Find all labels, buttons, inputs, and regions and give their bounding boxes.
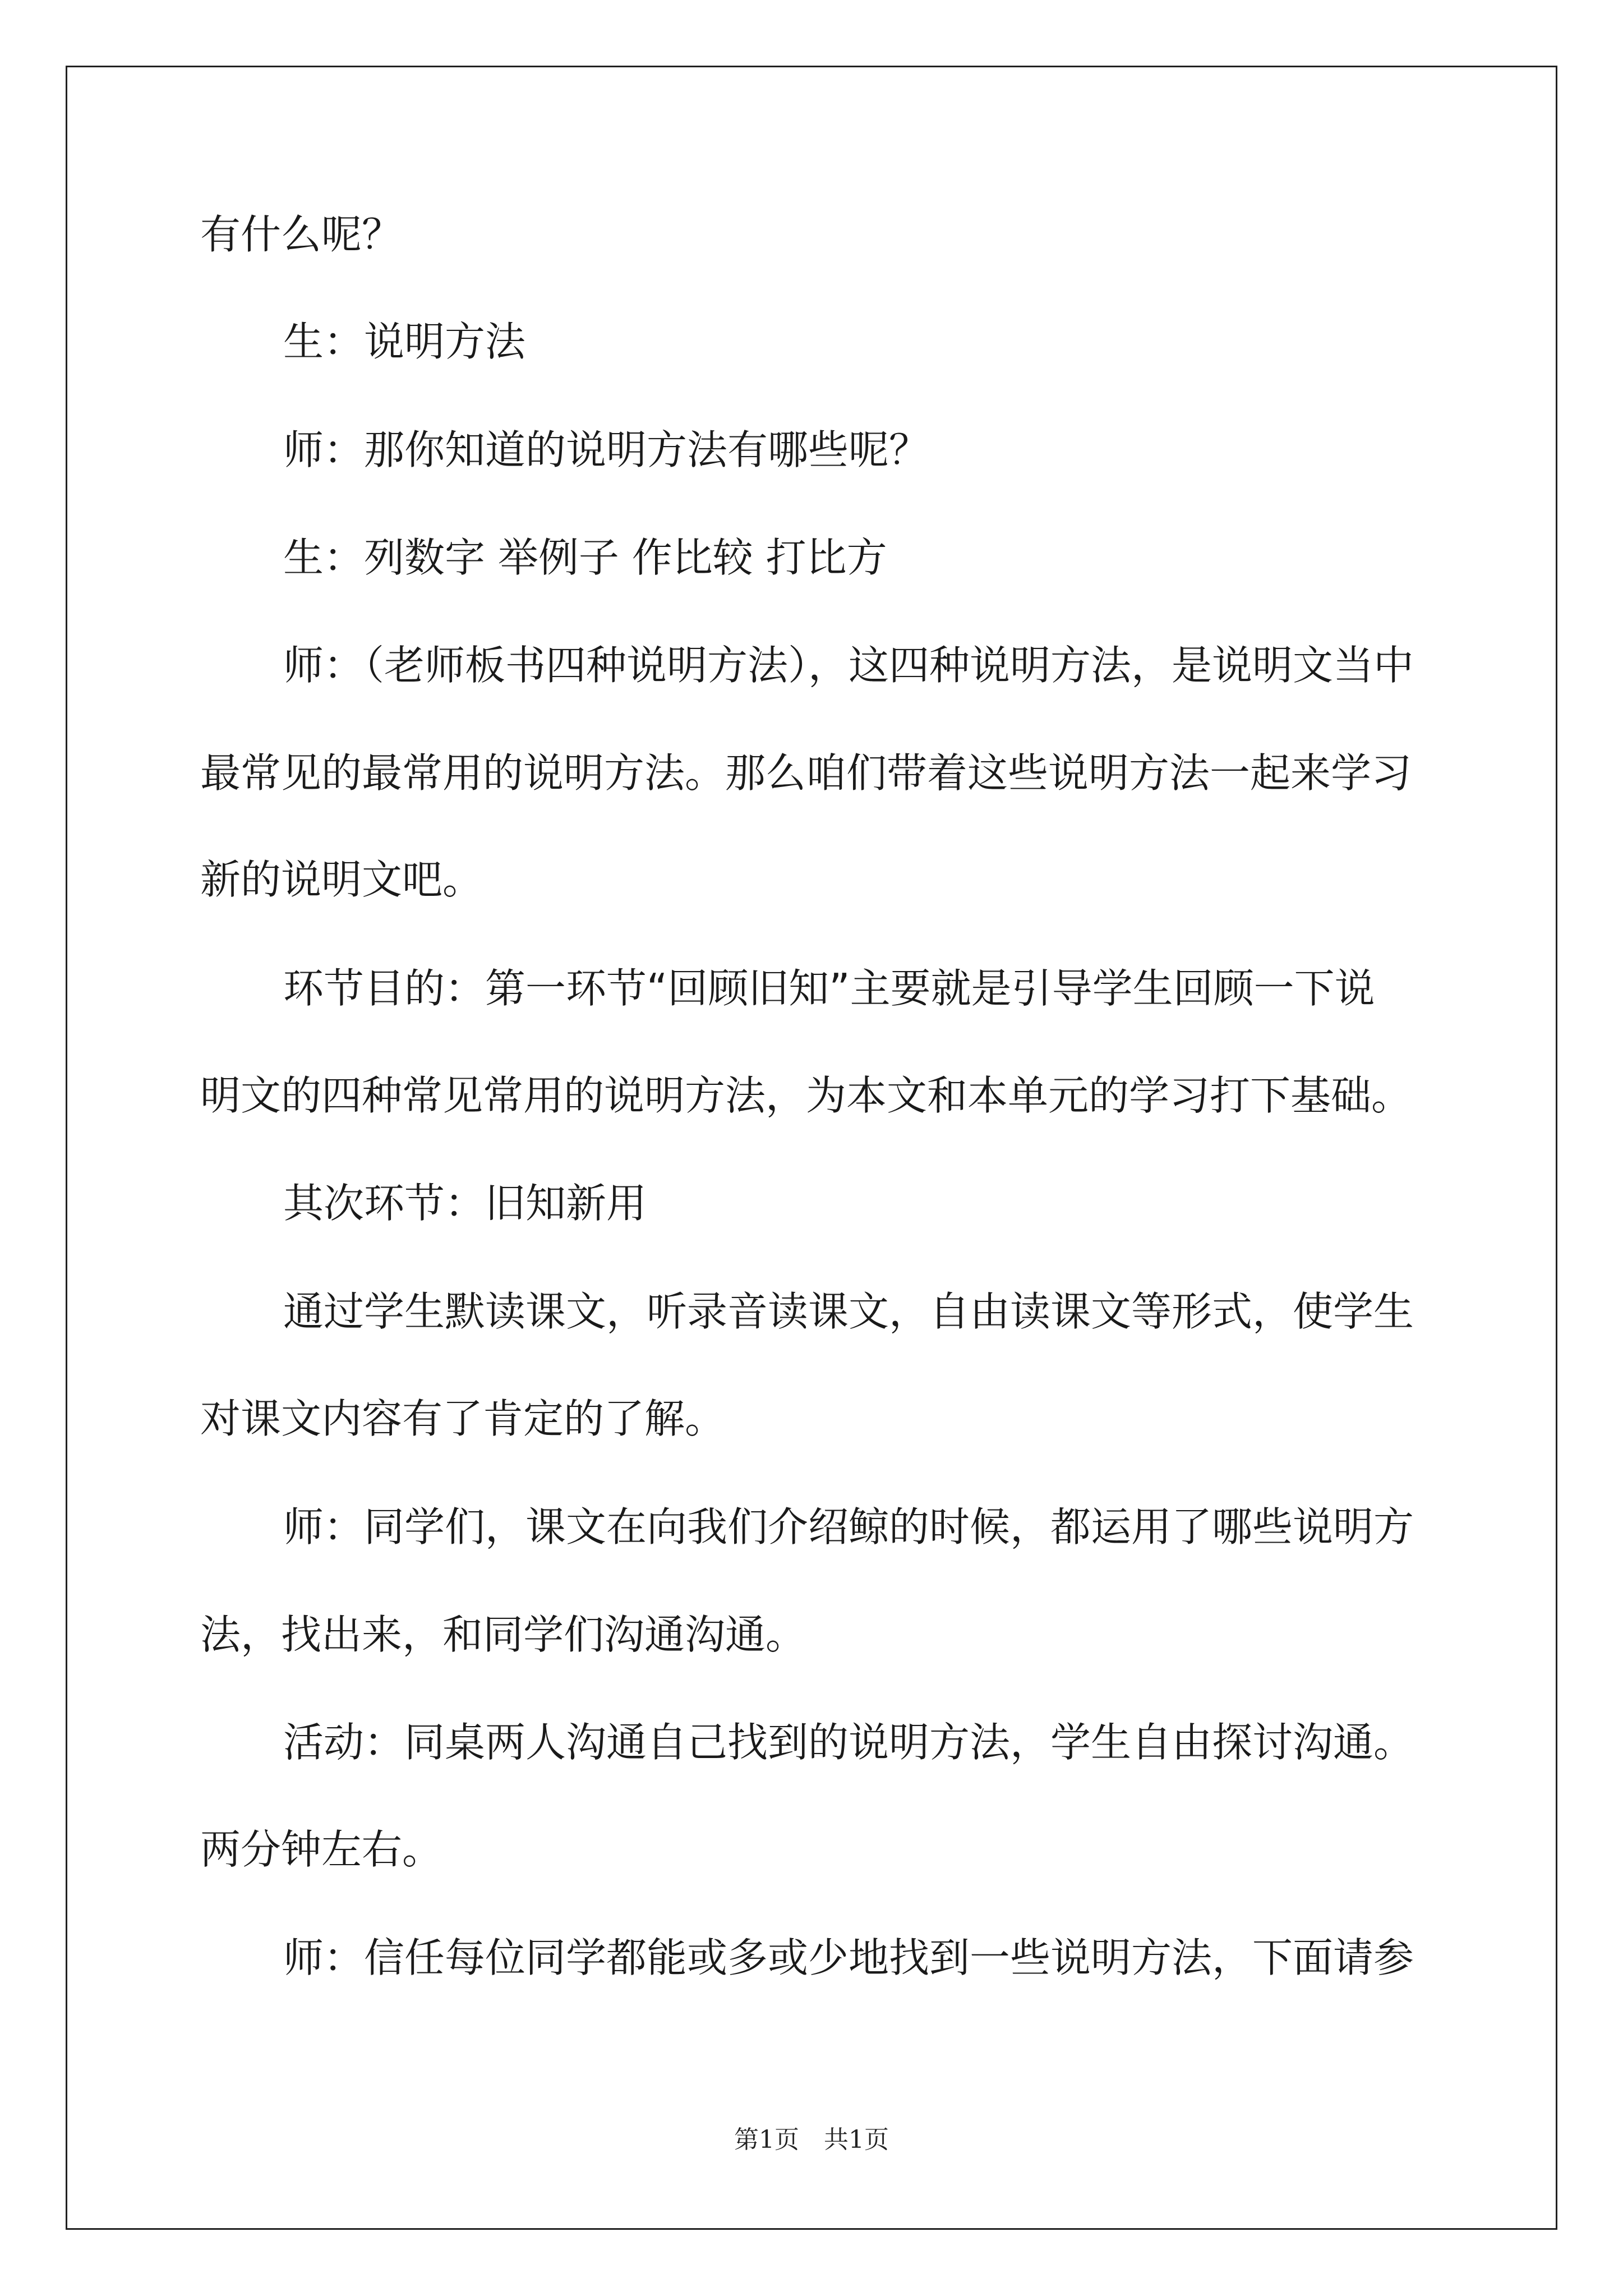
text-line: 通过学生默读课文，听录音读课文，自由读课文等形式，使学生 xyxy=(283,1288,1414,1335)
text-line: 师：（老师板书四种说明方法），这四种说明方法，是说明文当中 xyxy=(283,642,1414,689)
text-line: 生：列数字 举例子 作比较 打比方 xyxy=(283,534,887,581)
text-line: 最常见的最常用的说明方法。那么咱们带着这些说明方法一起来学习 xyxy=(200,749,1412,797)
text-line: 法，找出来，和同学们沟通沟通。 xyxy=(200,1611,806,1658)
page-footer: 第1页 共1页 xyxy=(734,2125,889,2154)
text-line: 师：同学们，课文在向我们介绍鲸的时候，都运用了哪些说明方 xyxy=(283,1503,1414,1550)
text-line: 师：那你知道的说明方法有哪些呢？ xyxy=(283,426,930,473)
text-line: 新的说明文吧。 xyxy=(200,856,483,903)
text-line: 环节目的：第一环节“回顾旧知”主要就是引导学生回顾一下说 xyxy=(283,965,1375,1012)
text-line: 明文的四种常见常用的说明方法，为本文和本单元的学习打下基础。 xyxy=(200,1072,1412,1119)
text-line: 有什么呢？ xyxy=(200,211,403,258)
text-line: 活动：同桌两人沟通自己找到的说明方法，学生自由探讨沟通。 xyxy=(283,1719,1414,1766)
page-border xyxy=(66,66,1557,2230)
text-line: 生：说明方法 xyxy=(283,318,526,365)
text-line: 师：信任每位同学都能或多或少地找到一些说明方法，下面请参 xyxy=(283,1934,1414,1981)
text-line: 其次环节：旧知新用 xyxy=(283,1180,647,1227)
text-line: 两分钟左右。 xyxy=(200,1826,443,1873)
text-line: 对课文内容有了肯定的了解。 xyxy=(200,1395,726,1442)
